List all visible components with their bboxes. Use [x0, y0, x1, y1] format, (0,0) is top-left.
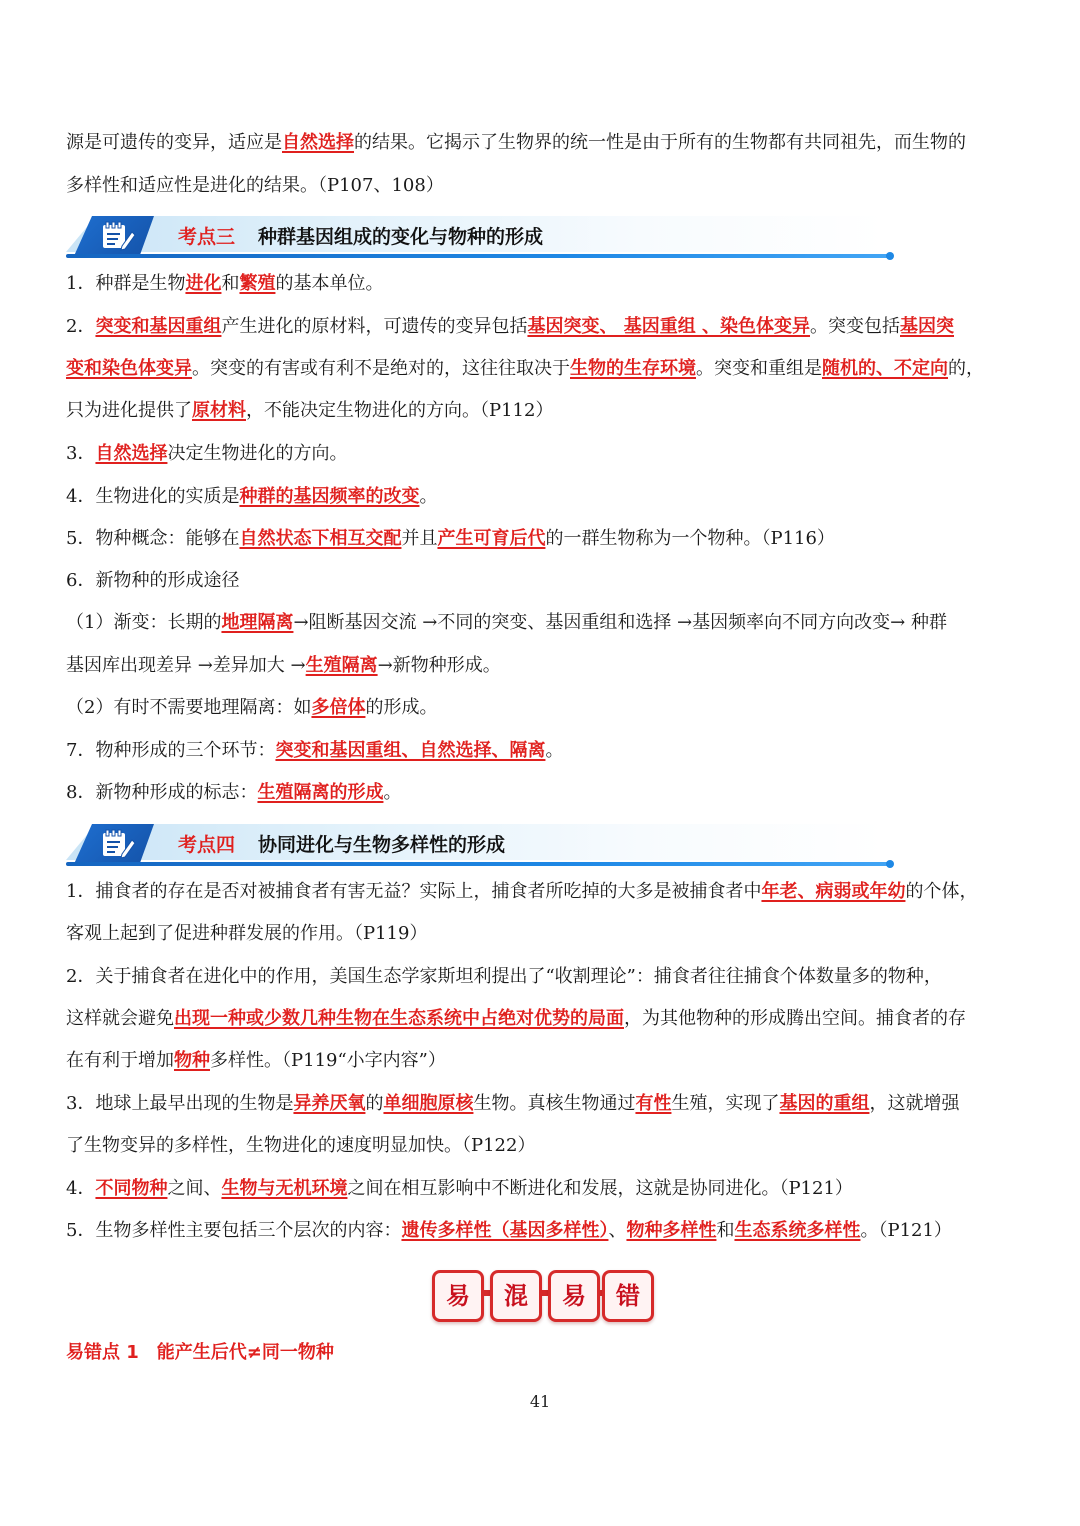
s3-item-2-line-1 [66, 315, 1021, 339]
s4-item-5 [66, 1219, 1021, 1243]
text: 生物。真核生物通过 [473, 1093, 636, 1114]
logo-tile: 易 [548, 1270, 600, 1322]
key-term: 自然选择 [95, 443, 168, 464]
s3-item-2-line-2 [66, 357, 1021, 381]
s4-item-2-line-3 [66, 1049, 1021, 1073]
page-number: 41 [529, 1392, 551, 1411]
header-rule-dot [886, 860, 894, 868]
key-term: 异养厌氧 [293, 1093, 366, 1114]
s4-item-3-line-2: 了生物变异的多样性，生物进化的速度明显加快。（P122） [66, 1135, 536, 1156]
section-title: 协同进化与生物多样性的形成 [258, 834, 506, 856]
key-term: 原材料 [192, 400, 246, 421]
key-term: 生态系统多样性 [734, 1220, 861, 1241]
text: 1．捕食者的存在是否对被捕食者有害无益？实际上，捕食者所吃掉的大多是被捕食者中 [66, 881, 762, 902]
header-rule-dot [886, 252, 894, 260]
header-rule [66, 862, 892, 866]
text: 这样就会避免 [66, 1008, 174, 1029]
text: ，为其他物种的形成腾出空间。捕食者的存 [624, 1008, 966, 1029]
s4-item-3-line-1 [66, 1092, 1021, 1116]
key-term: 年老、病弱或年幼 [761, 881, 906, 902]
yi-hun-yi-cuo-logo [432, 1270, 652, 1322]
text: 8．新物种形成的标志： [66, 782, 258, 803]
text: 。（P121） [860, 1220, 952, 1241]
s3-item-7 [66, 739, 1021, 763]
text: 1．种群是生物 [66, 273, 186, 294]
key-term: 产生可育后代 [437, 528, 546, 549]
text: ，这就增强 [869, 1093, 960, 1114]
s3-item-5 [66, 527, 1021, 551]
key-term: 生物与无机环境 [221, 1178, 348, 1199]
text: 产生进化的原材料，可遗传的变异包括 [221, 316, 528, 337]
logo-tile: 混 [490, 1270, 542, 1322]
text: 3． [66, 443, 96, 464]
key-term: 繁殖 [239, 273, 276, 294]
key-term: 单细胞原核 [383, 1093, 474, 1114]
s3-item-6-sub-1-cont [66, 654, 1021, 678]
text: 的 [365, 1093, 384, 1114]
text: 决定生物进化的方向。 [167, 443, 348, 464]
key-term: 自然选择 [282, 132, 354, 153]
key-term: 种群的基因频率的改变 [239, 486, 420, 507]
text: 之间在相互影响中不断进化和发展，这就是协同进化。（P121） [347, 1178, 853, 1199]
s3-item-1 [66, 272, 1021, 296]
text: 2． [66, 316, 96, 337]
s3-item-8 [66, 781, 1021, 805]
key-term: 生殖隔离的形成 [257, 782, 384, 803]
text: 只为进化提供了 [66, 400, 192, 421]
key-term: 物种 [174, 1050, 210, 1071]
key-term: 出现一种或少数几种生物在生态系统中占绝对优势的局面 [174, 1008, 624, 1029]
text: 的一群生物称为一个物种。（P116） [545, 528, 835, 549]
text: 多样性。（P119“小字内容”） [210, 1050, 446, 1071]
text: 7．物种形成的三个环节： [66, 740, 276, 761]
s3-item-4 [66, 485, 1021, 509]
section-header-kaodian-3 [66, 216, 896, 262]
text: 的个体， [905, 881, 978, 902]
text: 、 [608, 1220, 627, 1241]
section-tag: 考点四 [178, 834, 236, 856]
s4-item-1-line-1 [66, 880, 1021, 904]
text: →阻断基因交流 →不同的突变、基因重组和选择 →基因频率向不同方向改变→ 种群 [293, 612, 947, 633]
section-header-kaodian-4 [66, 824, 896, 870]
key-term: 基因突 [900, 316, 954, 337]
text: 。突变和重组是 [696, 358, 822, 379]
s3-item-3 [66, 442, 1021, 466]
text: →新物种形成。 [377, 655, 501, 676]
key-term: 生殖隔离 [305, 655, 378, 676]
text: 。 [383, 782, 402, 803]
text: 4．生物进化的实质是 [66, 486, 240, 507]
s4-item-1-line-2: 客观上起到了促进种群发展的作用。（P119） [66, 923, 428, 944]
key-term: 随机的、不定向 [822, 358, 948, 379]
section-title: 种群基因组成的变化与物种的形成 [258, 226, 544, 248]
text: 的， [948, 358, 984, 379]
text: 并且 [401, 528, 438, 549]
text: 。突变的有害或有利不是绝对的，这往往取决于 [192, 358, 570, 379]
text: 源是可遗传的变异，适应是 [66, 132, 282, 153]
text: 生殖，实现了 [671, 1093, 780, 1114]
intro-line-2: 多样性和适应性是进化的结果。（P107、108） [66, 175, 444, 196]
section-tag: 考点三 [178, 226, 236, 248]
s4-item-2-line-2 [66, 1007, 1021, 1031]
text: 5．物种概念：能够在 [66, 528, 240, 549]
key-term: 突变和基因重组、自然选择、隔离 [275, 740, 546, 761]
key-term: 基因的重组 [779, 1093, 870, 1114]
logo-tile: 易 [432, 1270, 484, 1322]
text: （2）有时不需要地理隔离：如 [66, 697, 312, 718]
s4-item-4 [66, 1177, 1021, 1201]
text: 3．地球上最早出现的生物是 [66, 1093, 294, 1114]
text: 和 [221, 273, 240, 294]
text: （1）渐变：长期的 [66, 612, 222, 633]
intro-line-1 [66, 131, 1021, 155]
text: 5．生物多样性主要包括三个层次的内容： [66, 1220, 402, 1241]
text: 基因库出现差异 →差异加大 → [66, 655, 306, 676]
text: 。突变包括 [810, 316, 900, 337]
text: 在有利于增加 [66, 1050, 174, 1071]
text: 。 [419, 486, 438, 507]
text: 的形成。 [365, 697, 438, 718]
text: 的结果。它揭示了生物界的统一性是由于所有的生物都有共同祖先，而生物的 [354, 132, 966, 153]
key-term: 变和染色体变异 [66, 358, 192, 379]
s3-item-6-sub-1 [66, 611, 1021, 635]
header-rule [66, 254, 892, 258]
key-term: 有性 [635, 1093, 672, 1114]
text: 的基本单位。 [275, 273, 384, 294]
key-term: 生物的生存环境 [570, 358, 696, 379]
s3-item-6-sub-2 [66, 696, 1021, 720]
s4-item-2-line-1: 2．关于捕食者在进化中的作用，美国生态学家斯坦利提出了“收割理论”：捕食者往往捕食个体数量多的物种， [66, 966, 942, 987]
key-term: 突变和基因重组 [95, 316, 222, 337]
key-term: 地理隔离 [221, 612, 294, 633]
key-term: 基因突变、 基因重组 、染色体变异 [527, 316, 810, 337]
s3-item-2-line-3 [66, 399, 1021, 423]
logo-tile: 错 [602, 1270, 654, 1322]
text: 。 [545, 740, 564, 761]
text: ，不能决定生物进化的方向。（P112） [246, 400, 554, 421]
text: 4． [66, 1178, 96, 1199]
key-term: 进化 [185, 273, 222, 294]
s3-item-6-head: 6．新物种的形成途径 [66, 570, 240, 591]
key-term: 不同物种 [95, 1178, 168, 1199]
text: 和 [716, 1220, 735, 1241]
key-term: 物种多样性 [626, 1220, 717, 1241]
text: 之间、 [167, 1178, 222, 1199]
error-point-heading: 易错点 1 能产生后代≠同一物种 [66, 1342, 334, 1363]
key-term: 多倍体 [311, 697, 366, 718]
key-term: 遗传多样性（基因多样性） [401, 1220, 609, 1241]
key-term: 自然状态下相互交配 [239, 528, 402, 549]
